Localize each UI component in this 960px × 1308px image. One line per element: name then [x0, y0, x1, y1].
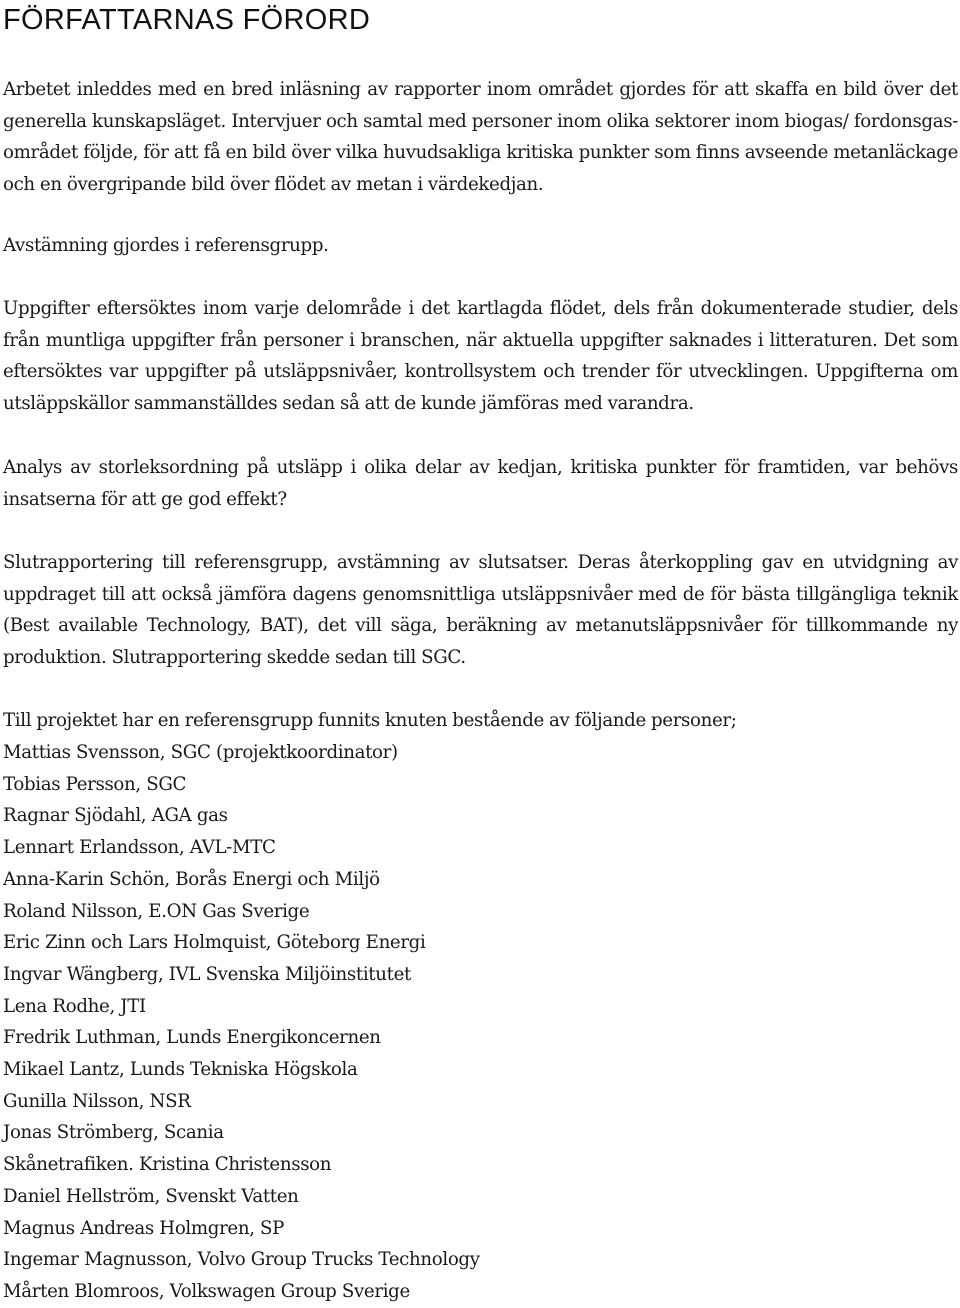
paragraph-final-report: Slutrapportering till referensgrupp, avstämning av slutsatser. Deras återkoppling gav en utvidgning av uppdraget till att också jämföra dagens genomsnittliga utsläppsnivåer med de för bästa tillgängliga teknik (Best available Technology, BAT), det vill säga, beräkning av metanutsläppsnivåer för tillkommande ny produktion. Slutrapportering skedde sedan till SGC. — [3, 552, 958, 669]
list-item: Jonas Strömberg, Scania — [3, 1122, 224, 1144]
list-item: Lennart Erlandsson, AVL-MTC — [3, 837, 276, 859]
page-title: FÖRFATTARNAS FÖRORD — [3, 4, 371, 36]
list-item: Magnus Andreas Holmgren, SP — [3, 1217, 285, 1239]
list-item: Ingvar Wängberg, IVL Svenska Miljöinstitutet — [3, 963, 411, 985]
list-item: Lena Rodhe, JTI — [3, 995, 146, 1017]
list-item: Mikael Lantz, Lunds Tekniska Högskola — [3, 1059, 358, 1081]
list-item: Tobias Persson, SGC — [3, 773, 187, 795]
list-item: Anna-Karin Schön, Borås Energi och Miljö — [3, 868, 380, 890]
reference-group-list — [3, 737, 480, 1308]
paragraph-intro: Arbetet inleddes med en bred inläsning av rapporter inom området gjordes för att skaffa en bild över det generella kunskapsläget. Intervjuer och samtal med personer inom olika sektorer inom biogas/ fordonsgas-området följde, för att få en bild över vilka huvudsakliga kritiska punkter som finns avseende metanläckage och en övergripande bild över flödet av metan i värdekedjan. — [3, 79, 958, 196]
list-item: Mattias Svensson, SGC (projektkoordinator) — [3, 742, 398, 763]
list-item: Gunilla Nilsson, NSR — [3, 1090, 191, 1112]
list-item: Skånetrafiken. Kristina Christensson — [3, 1154, 332, 1176]
list-item: Fredrik Luthman, Lunds Energikoncernen — [3, 1027, 381, 1049]
list-item: Eric Zinn och Lars Holmquist, Göteborg Energi — [3, 932, 426, 954]
paragraph-data-collection: Uppgifter eftersöktes inom varje delområde i det kartlagda flödet, dels från dokumenterade studier, dels från muntliga uppgifter från personer i branschen, när aktuella uppgifter saknades i litteraturen. Det som eftersöktes var uppgifter på utsläppsnivåer, kontrollsystem och trender för utvecklingen. Uppgifterna om utsläppskällor sammanställdes sedan så att de kunde jämföras med varandra. — [3, 298, 958, 415]
paragraph-reference-check: Avstämning gjordes i referensgrupp. — [3, 235, 329, 256]
paragraph-reference-group-intro: Till projektet har en referensgrupp funnits knuten bestående av följande personer; — [3, 710, 737, 731]
list-item: Ingemar Magnusson, Volvo Group Trucks Technology — [3, 1249, 480, 1271]
list-item: Roland Nilsson, E.ON Gas Sverige — [3, 900, 310, 922]
list-item: Mårten Blomroos, Volkswagen Group Sverige — [3, 1280, 410, 1302]
paragraph-analysis: Analys av storleksordning på utsläpp i olika delar av kedjan, kritiska punkter för framtiden, var behövs insatserna för att ge god effekt? — [3, 457, 958, 510]
list-item: Ragnar Sjödahl, AGA gas — [3, 805, 228, 827]
list-item: Daniel Hellström, Svenskt Vatten — [3, 1185, 299, 1207]
